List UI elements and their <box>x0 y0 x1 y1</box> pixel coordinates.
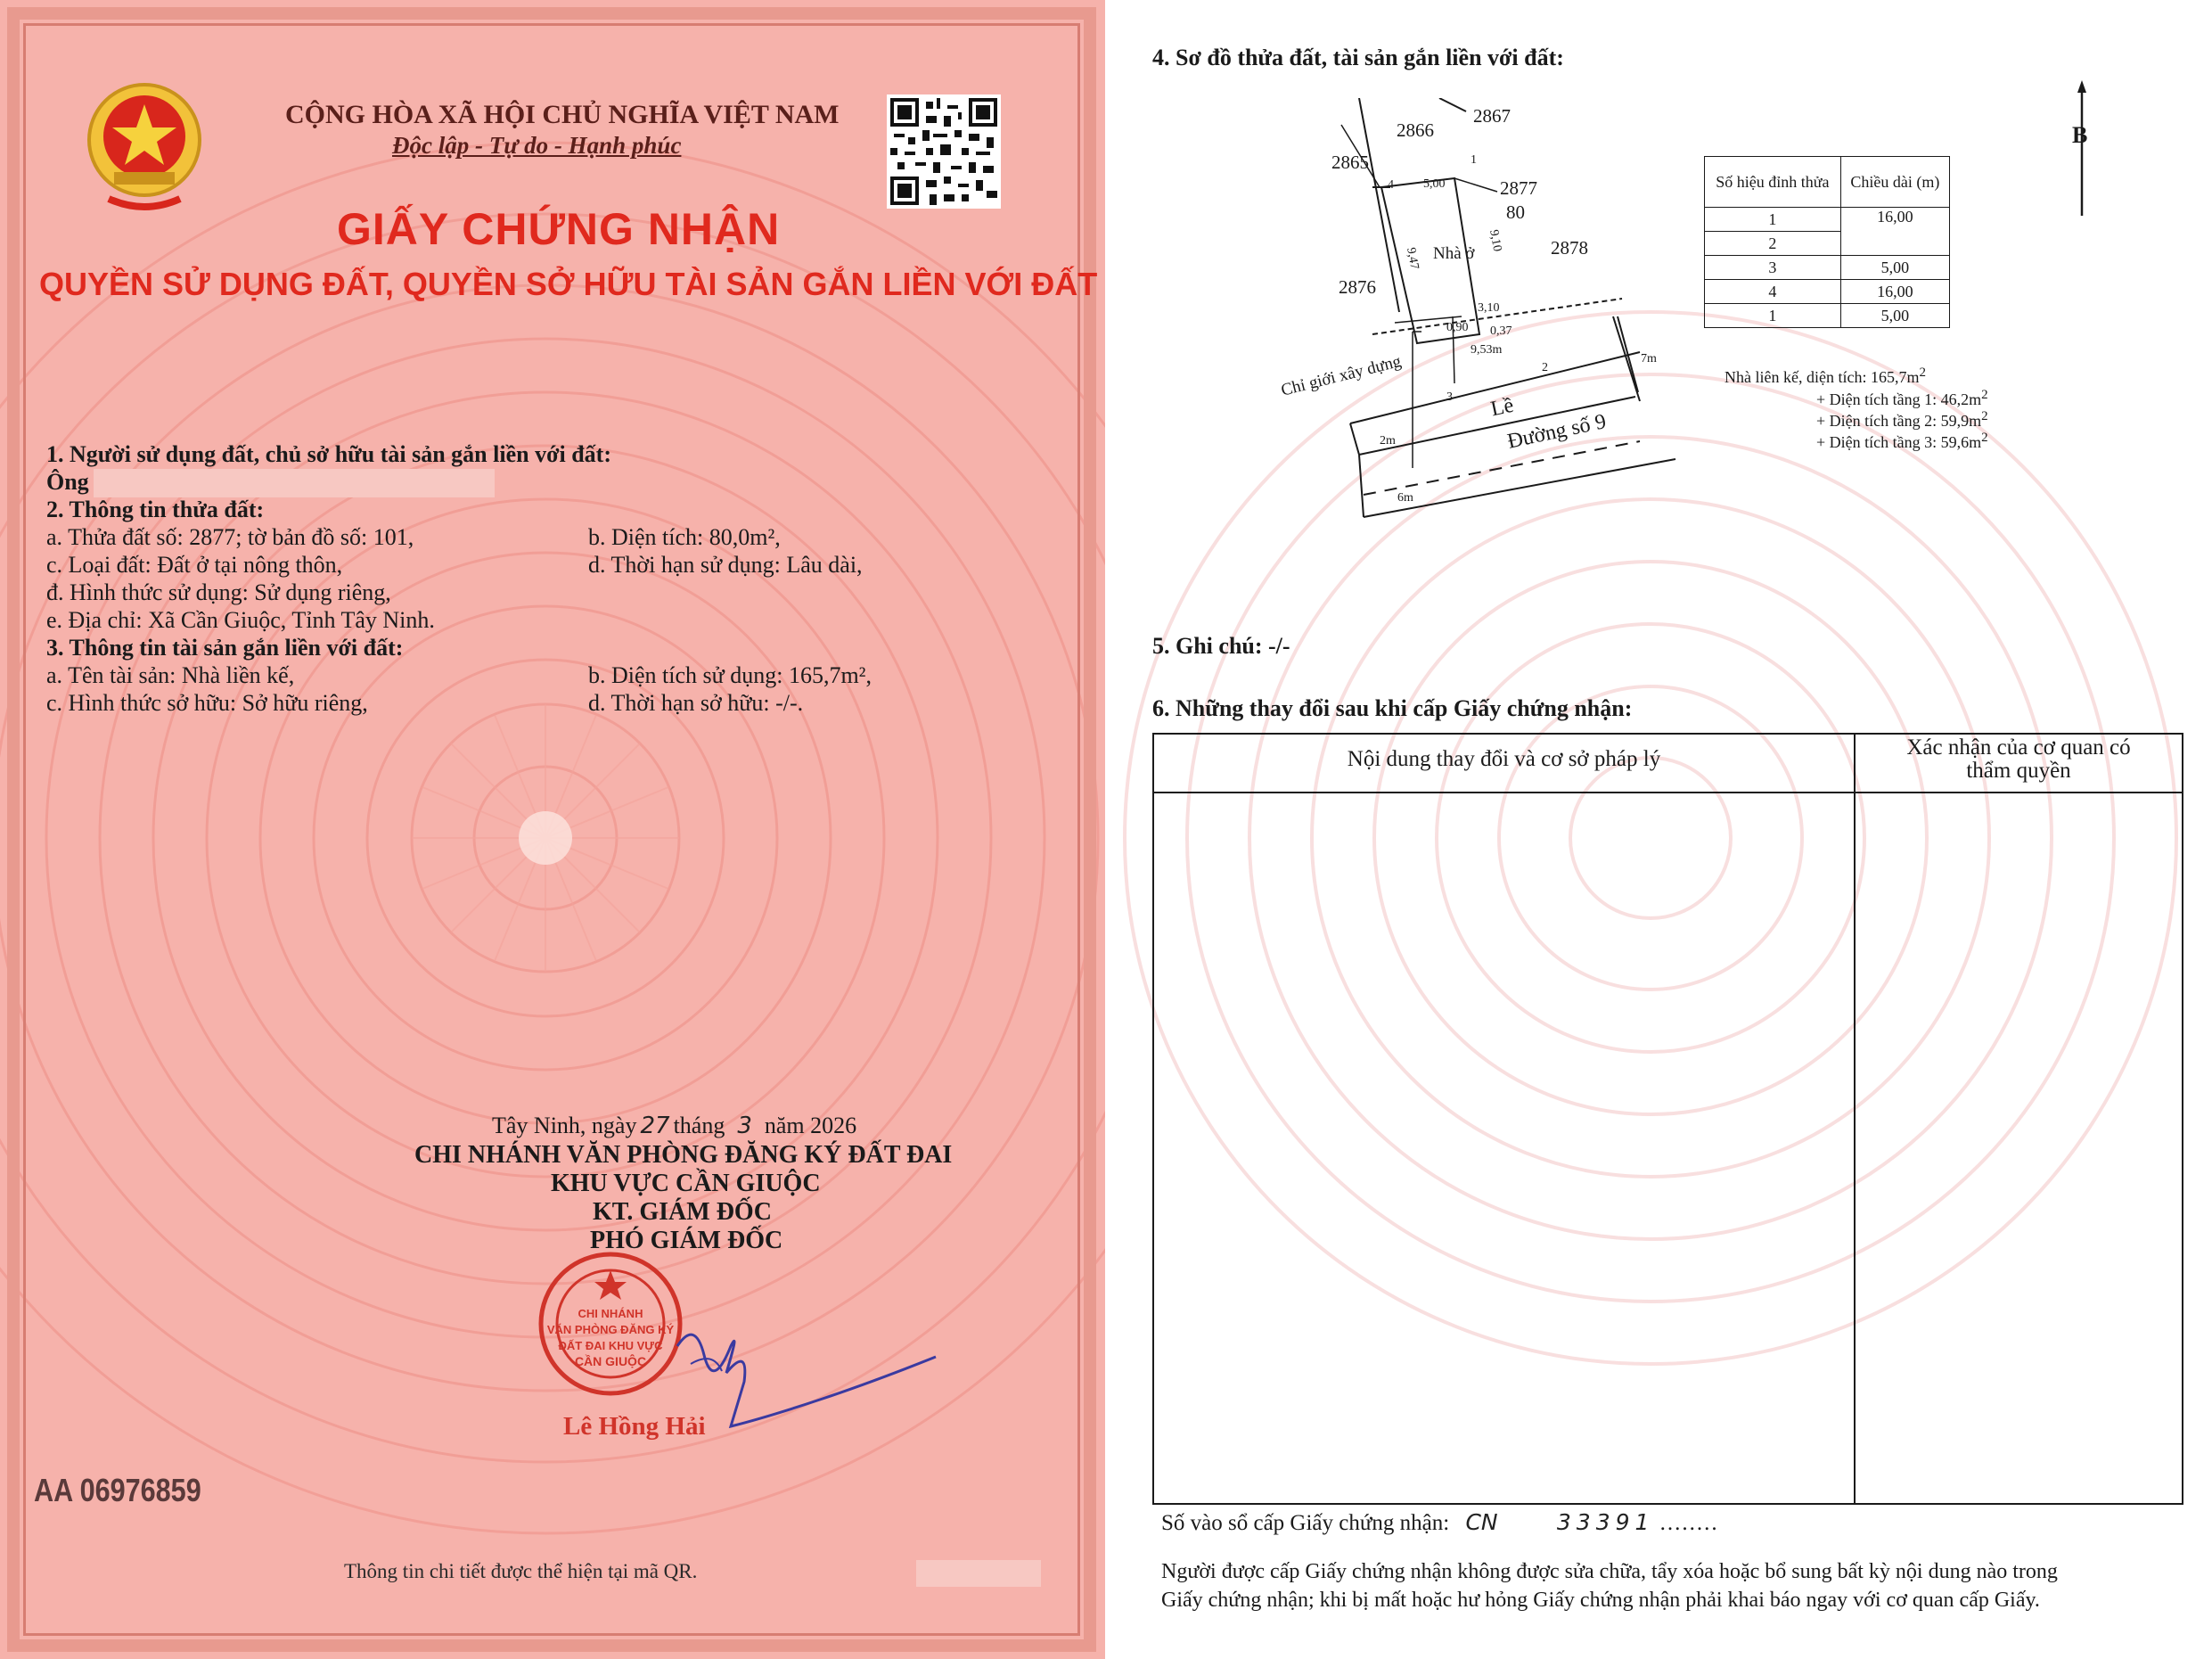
issuer-office: CHI NHÁNH VĂN PHÒNG ĐĂNG KÝ ĐẤT ĐAI <box>414 1141 953 1169</box>
asset-ownership-form: c. Hình thức sở hữu: Sở hữu riêng, <box>46 690 368 716</box>
house-label: Nhà ở <box>1433 244 1475 263</box>
register-prefix: CN <box>1465 1509 1498 1535</box>
national-emblem-icon <box>73 76 216 218</box>
vertex-2: 2 <box>1542 361 1548 374</box>
register-number: Số vào sổ cấp Giấy chứng nhận: CN 33391 ........ <box>1161 1509 1719 1535</box>
vertex-3: 3 <box>1446 390 1453 404</box>
dim-947: 9,47 <box>1404 246 1421 271</box>
section-4-title: 4. Sơ đồ thửa đất, tài sản gắn liền với đất: <box>1152 45 1564 70</box>
svg-text:ĐẤT ĐAI KHU VỰC: ĐẤT ĐAI KHU VỰC <box>558 1339 663 1352</box>
issuer-authority: KT. GIÁM ĐỐC <box>593 1198 772 1226</box>
issuer-area: KHU VỰC CẦN GIUỘC <box>551 1170 821 1197</box>
sup: 2 <box>1981 409 1988 423</box>
dim-910: 9,10 <box>1487 228 1504 253</box>
floor-2-text: + Diện tích tầng 2: 59,9m <box>1816 412 1982 430</box>
land-use-term: d. Thời hạn sử dụng: Lâu dài, <box>588 552 863 578</box>
register-value: 33391 <box>1556 1509 1655 1535</box>
land-type: c. Loại đất: Đất ở tại nông thôn, <box>46 552 343 578</box>
section-2-title: 2. Thông tin thửa đất: <box>46 497 265 522</box>
sup: 2 <box>1919 365 1926 380</box>
land-address: e. Địa chỉ: Xã Cần Giuộc, Tỉnh Tây Ninh. <box>46 607 435 633</box>
sup: 2 <box>1981 431 1988 445</box>
dim-2m: 2m <box>1380 434 1396 448</box>
land-area: b. Diện tích: 80,0m², <box>588 524 781 550</box>
certificate-serial: AA 06976859 <box>34 1472 201 1508</box>
length-cell: 5,00 <box>1840 256 1949 280</box>
sidewalk-label: Lề <box>1488 393 1516 422</box>
footnote-line-1: Người được cấp Giấy chứng nhận không được sửa chữa, tẩy xóa hoặc bổ sung bất kỳ nội dung nào trong <box>1161 1560 2058 1583</box>
svg-text:CẦN GIUỘC: CẦN GIUỘC <box>574 1354 647 1368</box>
certificate-back-page <box>1105 0 2212 1659</box>
parcel-2878-label: 2878 <box>1551 237 1588 259</box>
dim-6m: 6m <box>1397 491 1413 505</box>
north-arrow-icon <box>2068 80 2121 223</box>
redacted-area <box>916 1560 1041 1587</box>
issue-month: 3 <box>737 1113 752 1139</box>
floor-1-area <box>1816 388 1988 409</box>
certificate-title: GIẤY CHỨNG NHẬN <box>337 204 781 254</box>
asset-ownership-term: d. Thời hạn sở hữu: -/-. <box>588 690 804 716</box>
section-6-title: 6. Những thay đổi sau khi cấp Giấy chứng nhận: <box>1152 695 1633 721</box>
land-parcel-number: a. Thửa đất số: 2877; tờ bản đồ số: 101, <box>46 524 414 550</box>
dim-090: 0,90 <box>1446 321 1469 334</box>
setback-label: Chỉ giới xây dựng <box>1279 351 1404 400</box>
svg-text:CHI NHÁNH: CHI NHÁNH <box>578 1307 643 1320</box>
changes-col-header: Nội dung thay đổi và cơ sở pháp lý <box>1347 747 1661 771</box>
vertex-1: 1 <box>1471 153 1477 167</box>
parcel-2866-label: 2866 <box>1397 119 1434 141</box>
motto: Độc lập - Tự do - Hạnh phúc <box>392 132 682 159</box>
certificate-subtitle: QUYỀN SỬ DỤNG ĐẤT, QUYỀN SỞ HỮU TÀI SẢN GẮN LIỀN VỚI ĐẤT <box>39 266 1098 302</box>
issue-place: Tây Ninh, ngày <box>492 1113 637 1138</box>
footnote-line-2: Giấy chứng nhận; khi bị mất hoặc hư hỏng Giấy chứng nhận phải khai báo ngay với cơ quan cấp Giấy. <box>1161 1589 2040 1612</box>
signer-name: Lê Hồng Hải <box>563 1412 706 1441</box>
approval-col-header: Xác nhận của cơ quan có thẩm quyền <box>1906 735 2131 783</box>
dim-037: 0,37 <box>1490 324 1512 338</box>
length-cell: 5,00 <box>1840 304 1949 328</box>
vertex-cell: 3 <box>1705 256 1841 280</box>
issue-year: năm 2026 <box>764 1113 857 1138</box>
floor-2-area <box>1816 409 1988 431</box>
register-label: Số vào sổ cấp Giấy chứng nhận: <box>1161 1511 1450 1535</box>
national-title: CỘNG HÒA XÃ HỘI CHỦ NGHĨA VIỆT NAM <box>285 100 840 129</box>
dim-953: 9,53m <box>1471 343 1503 357</box>
qr-note: Thông tin chi tiết được thể hiện tại mã QR. <box>344 1560 698 1582</box>
issuer-position: PHÓ GIÁM ĐỐC <box>590 1227 783 1254</box>
building-area <box>1725 365 1926 387</box>
qr-code-icon[interactable] <box>887 94 1001 209</box>
section-3-title: 3. Thông tin tài sản gắn liền với đất: <box>46 635 404 661</box>
dim-7m: 7m <box>1641 352 1657 365</box>
parcel-2867-label: 2867 <box>1473 105 1511 127</box>
asset-area: b. Diện tích sử dụng: 165,7m², <box>588 662 872 688</box>
floor-1-text: + Diện tích tầng 1: 46,2m <box>1816 390 1982 408</box>
land-use-form: đ. Hình thức sử dụng: Sử dụng riêng, <box>46 579 391 605</box>
issue-day: 27 <box>640 1113 670 1139</box>
parcel-2877-label: 2877 <box>1500 177 1537 199</box>
vertex-cell: 1 <box>1705 304 1841 328</box>
changes-table <box>1152 733 2183 1505</box>
asset-name: a. Tên tài sản: Nhà liền kế, <box>46 662 295 688</box>
parcel-area-label: 80 <box>1506 201 1525 223</box>
length-cell: 16,00 <box>1840 208 1949 256</box>
section-5-notes: 5. Ghi chú: -/- <box>1152 633 1290 659</box>
road-label: Đường số 9 <box>1505 409 1609 454</box>
column-divider <box>1854 735 1856 1503</box>
length-cell: 16,00 <box>1840 280 1949 304</box>
building-area-text: Nhà liên kế, diện tích: 165,7m <box>1725 368 1920 386</box>
vertex-col-header: Số hiệu đỉnh thửa <box>1705 157 1841 208</box>
issue-date <box>492 1113 856 1139</box>
vertex-length-table <box>1704 156 1950 328</box>
vertex-4: 4 <box>1388 178 1394 192</box>
vertex-cell: 1 <box>1705 208 1841 232</box>
svg-text:VĂN PHÒNG ĐĂNG KÝ: VĂN PHÒNG ĐĂNG KÝ <box>546 1323 675 1336</box>
floor-3-area <box>1816 431 1988 452</box>
header-divider <box>1154 792 2182 793</box>
owner-prefix: Ông <box>46 469 89 495</box>
certificate-front-page <box>0 0 1105 1659</box>
vertex-cell: 2 <box>1705 232 1841 256</box>
month-word: tháng <box>673 1113 725 1138</box>
floor-3-text: + Diện tích tầng 3: 59,6m <box>1816 433 1982 451</box>
parcel-2865-label: 2865 <box>1331 152 1369 173</box>
section-1-title: 1. Người sử dụng đất, chủ sở hữu tài sản gắn liền với đất: <box>46 441 611 467</box>
redacted-owner-name <box>94 469 495 497</box>
length-col-header: Chiều dài (m) <box>1840 157 1949 208</box>
north-label: B <box>2072 122 2088 148</box>
sup: 2 <box>1981 388 1988 402</box>
dim-500: 5,00 <box>1423 177 1446 191</box>
parcel-2876-label: 2876 <box>1339 276 1376 298</box>
dim-310: 3,10 <box>1478 301 1500 315</box>
vertex-cell: 4 <box>1705 280 1841 304</box>
